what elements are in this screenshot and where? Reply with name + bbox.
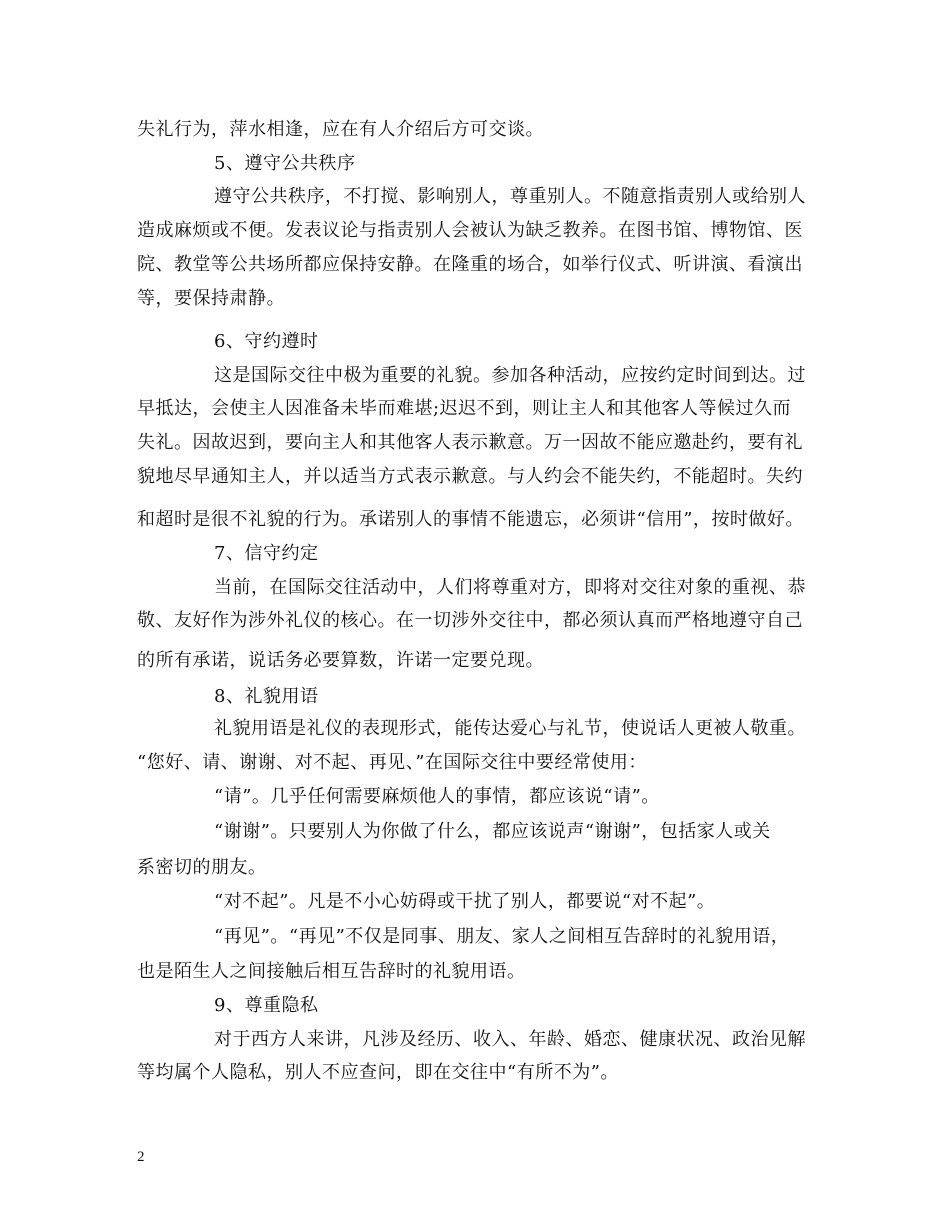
body-line: “再见”。“再见”不仅是同事、朋友、家人之间相互告辞时的礼貌用语， (214, 926, 790, 947)
body-line: 对于西方人来讲，凡涉及经历、收入、年龄、婚恋、健康状况、政治见解 (214, 1029, 806, 1050)
section-heading: 8、礼貌用语 (214, 686, 319, 707)
body-line: 院、教堂等公共场所都应保持安静。在隆重的场合，如举行仪式、听讲演、看演出 (137, 254, 803, 275)
body-line: 礼貌用语是礼仪的表现形式，能传达爱心与礼节，使说话人更被人敬重。 (214, 718, 806, 739)
body-line: 当前，在国际交往活动中，人们将尊重对方，即将对交往对象的重视、恭 (214, 577, 806, 598)
body-line: 也是陌生人之间接触后相互告辞时的礼貌用语。 (137, 961, 526, 982)
body-line: 敬、友好作为涉外礼仪的核心。在一切涉外交往中，都必须认真而严格地遵守自己 (137, 610, 803, 631)
body-line: “请”。几乎任何需要麻烦他人的事情，都应该说“请”。 (214, 786, 660, 807)
body-line: 遵守公共秩序，不打搅、影响别人，尊重别人。不随意指责别人或给别人 (214, 186, 806, 207)
section-heading: 9、尊重隐私 (214, 995, 319, 1016)
body-line: 貌地尽早通知主人，并以适当方式表示歉意。与人约会不能失约，不能超时。失约 (137, 466, 803, 487)
body-line: 等均属个人隐私，别人不应查问，即在交往中“有所不为”。 (137, 1062, 619, 1083)
body-line: 造成麻烦或不便。发表议论与指责别人会被认为缺乏教养。在图书馆、博物馆、医 (137, 220, 803, 241)
body-line: 等，要保持肃静。 (137, 288, 285, 309)
body-line: 失礼。因故迟到，要向主人和其他客人表示歉意。万一因故不能应邀赴约，要有礼 (137, 432, 803, 453)
body-line: 失礼行为，萍水相逢，应在有人介绍后方可交谈。 (137, 119, 544, 140)
body-line: 的所有承诺，说话务必要算数，许诺一定要兑现。 (137, 650, 544, 671)
body-line: 和超时是很不礼貌的行为。承诺别人的事情不能遗忘，必须讲“信用”，按时做好。 (137, 509, 804, 530)
section-heading: 7、信守约定 (214, 543, 319, 564)
section-heading: 6、守约遵时 (214, 331, 319, 352)
section-heading: 5、遵守公共秩序 (214, 153, 356, 174)
body-line: “对不起”。凡是不小心妨碍或干扰了别人，都要说“对不起”。 (214, 891, 716, 912)
page-number: 2 (137, 1149, 145, 1165)
body-line: 这是国际交往中极为重要的礼貌。参加各种活动，应按约定时间到达。过 (214, 365, 806, 386)
body-line: “谢谢”。只要别人为你做了什么，都应该说声“谢谢”，包括家人或关 (214, 821, 771, 842)
body-line: “您好、请、谢谢、对不起、再见、”在国际交往中要经常使用： (137, 752, 647, 773)
body-line: 系密切的朋友。 (137, 857, 267, 878)
body-line: 早抵达，会使主人因准备未毕而难堪;迟迟不到，则让主人和其他客人等候过久而 (137, 398, 792, 419)
